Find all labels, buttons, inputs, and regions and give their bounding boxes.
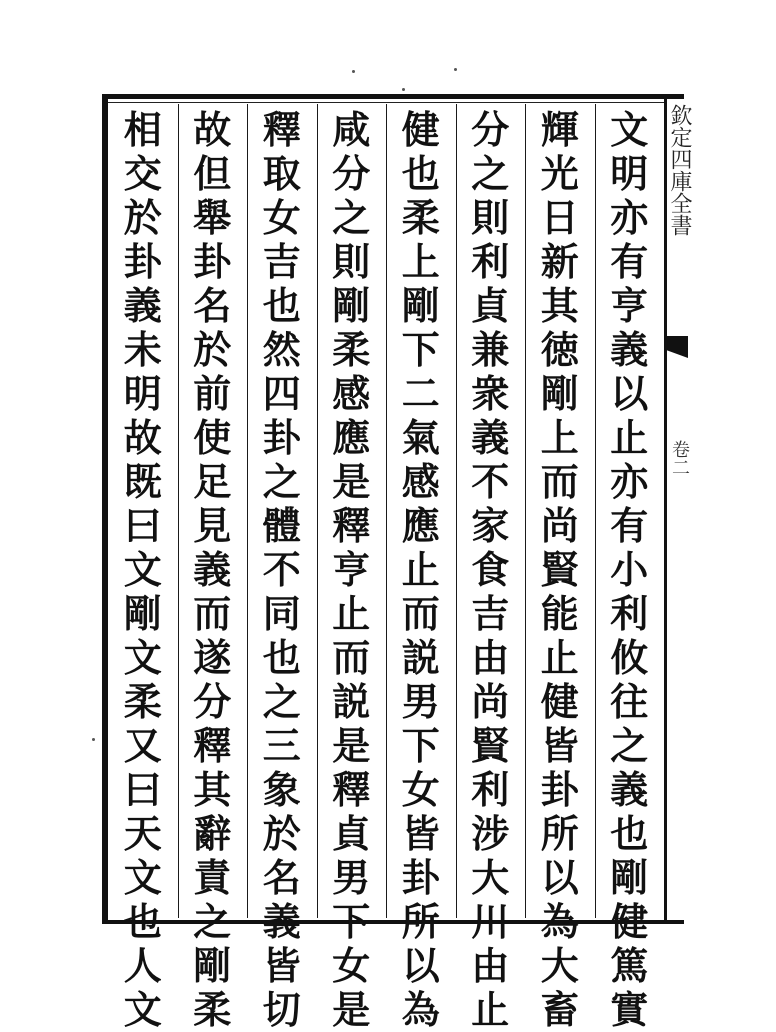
character: 之 (193, 899, 232, 944)
character: 上 (401, 239, 440, 284)
character: 交 (123, 151, 162, 196)
character: 是 (332, 987, 371, 1032)
character: 義 (123, 283, 162, 328)
paper-speck (454, 68, 457, 71)
character: 貞 (471, 283, 510, 328)
character: 遂 (193, 635, 232, 680)
character: 明 (123, 371, 162, 416)
text-column (255, 107, 309, 1032)
character: 文 (123, 987, 162, 1032)
character: 吉 (471, 591, 510, 636)
text-column (463, 107, 517, 1032)
character: 明 (610, 151, 649, 196)
character: 男 (332, 855, 371, 900)
character: 人 (123, 943, 162, 988)
character: 大 (471, 855, 510, 900)
character: 攸 (610, 635, 649, 680)
character: 相 (123, 107, 162, 152)
character: 柔 (401, 195, 440, 240)
character: 剛 (193, 943, 232, 988)
character: 柔 (193, 987, 232, 1032)
paper-speck (92, 738, 95, 741)
character: 日 (540, 195, 579, 240)
text-column (533, 107, 587, 1032)
character: 亨 (332, 547, 371, 592)
character: 而 (332, 635, 371, 680)
paper-speck (352, 70, 355, 73)
character: 小 (610, 547, 649, 592)
character: 皆 (401, 811, 440, 856)
character: 體 (262, 503, 301, 548)
character: 篤 (610, 943, 649, 988)
character: 義 (610, 767, 649, 812)
character: 未 (123, 327, 162, 372)
character: 氣 (401, 415, 440, 460)
character: 釋 (193, 723, 232, 768)
character: 足 (193, 459, 232, 504)
character: 四 (262, 371, 301, 416)
character: 之 (610, 723, 649, 768)
character: 食 (471, 547, 510, 592)
text-column (324, 107, 378, 1032)
character: 以 (540, 855, 579, 900)
character: 之 (262, 459, 301, 504)
character: 文 (610, 107, 649, 152)
character: 吉 (262, 239, 301, 284)
character: 由 (471, 943, 510, 988)
character: 其 (540, 283, 579, 328)
character: 有 (610, 503, 649, 548)
character: 説 (332, 679, 371, 724)
character: 止 (332, 591, 371, 636)
margin-book-title: 欽定四庫全書 (667, 104, 692, 236)
character: 也 (401, 151, 440, 196)
character: 既 (123, 459, 162, 504)
character: 光 (540, 151, 579, 196)
character: 之 (332, 195, 371, 240)
character: 也 (262, 283, 301, 328)
character: 剛 (332, 283, 371, 328)
character: 也 (262, 635, 301, 680)
character: 釋 (332, 503, 371, 548)
character: 故 (123, 415, 162, 460)
character: 義 (193, 547, 232, 592)
character: 衆 (471, 371, 510, 416)
character: 名 (262, 855, 301, 900)
character: 三 (262, 723, 301, 768)
character: 男 (401, 679, 440, 724)
character: 釋 (332, 767, 371, 812)
character: 咸 (332, 107, 371, 152)
character: 有 (610, 239, 649, 284)
character: 利 (610, 591, 649, 636)
character: 川 (471, 899, 510, 944)
text-column (394, 107, 448, 1032)
paper-speck (402, 88, 405, 91)
character: 天 (123, 811, 162, 856)
character: 應 (401, 503, 440, 548)
character: 不 (262, 547, 301, 592)
character: 説 (401, 635, 440, 680)
character: 女 (262, 195, 301, 240)
character: 舉 (193, 195, 232, 240)
character: 剛 (401, 283, 440, 328)
character: 又 (123, 723, 162, 768)
character: 也 (610, 811, 649, 856)
character: 止 (540, 635, 579, 680)
character: 見 (193, 503, 232, 548)
character: 往 (610, 679, 649, 724)
character: 女 (401, 767, 440, 812)
character: 釋 (262, 107, 301, 152)
character: 柔 (123, 679, 162, 724)
column-rule (386, 104, 387, 918)
character: 皆 (540, 723, 579, 768)
column-rule (178, 104, 179, 918)
character: 下 (332, 899, 371, 944)
character: 卦 (193, 239, 232, 284)
character: 故 (193, 107, 232, 152)
character: 切 (262, 987, 301, 1032)
column-rule (456, 104, 457, 918)
character: 義 (610, 327, 649, 372)
character: 貞 (332, 811, 371, 856)
character: 象 (262, 767, 301, 812)
character: 曰 (123, 767, 162, 812)
character: 為 (401, 987, 440, 1032)
character: 由 (471, 635, 510, 680)
character: 止 (401, 547, 440, 592)
column-rule (595, 104, 596, 918)
character: 尚 (471, 679, 510, 724)
character: 分 (193, 679, 232, 724)
character: 然 (262, 327, 301, 372)
character: 止 (610, 415, 649, 460)
character: 前 (193, 371, 232, 416)
character: 亦 (610, 459, 649, 504)
character: 輝 (540, 107, 579, 152)
character: 兼 (471, 327, 510, 372)
character: 而 (540, 459, 579, 504)
character: 上 (540, 415, 579, 460)
character: 感 (332, 371, 371, 416)
character: 家 (471, 503, 510, 548)
character: 分 (471, 107, 510, 152)
character: 而 (193, 591, 232, 636)
character: 辭 (193, 811, 232, 856)
character: 之 (262, 679, 301, 724)
character: 文 (123, 855, 162, 900)
character: 健 (540, 679, 579, 724)
character: 取 (262, 151, 301, 196)
character: 健 (401, 107, 440, 152)
character: 以 (401, 943, 440, 988)
character: 責 (193, 855, 232, 900)
character: 剛 (610, 855, 649, 900)
character: 二 (401, 371, 440, 416)
column-rule (317, 104, 318, 918)
character: 新 (540, 239, 579, 284)
character: 柔 (332, 327, 371, 372)
character: 剛 (540, 371, 579, 416)
character: 感 (401, 459, 440, 504)
character: 賢 (540, 547, 579, 592)
text-column (116, 107, 170, 1032)
character: 止 (471, 987, 510, 1032)
character: 則 (471, 195, 510, 240)
character: 同 (262, 591, 301, 636)
character: 為 (540, 899, 579, 944)
character: 於 (262, 811, 301, 856)
frame-border-top (104, 94, 684, 99)
fishtail-mark-icon (664, 336, 688, 358)
character: 利 (471, 239, 510, 284)
character: 下 (401, 327, 440, 372)
character: 是 (332, 459, 371, 504)
character: 卦 (123, 239, 162, 284)
character: 涉 (471, 811, 510, 856)
character: 卦 (262, 415, 301, 460)
character: 實 (610, 987, 649, 1032)
character: 卦 (540, 767, 579, 812)
frame-inner-rule-top (104, 102, 666, 103)
character: 女 (332, 943, 371, 988)
text-column (602, 107, 656, 1032)
character: 剛 (123, 591, 162, 636)
column-rule (525, 104, 526, 918)
character: 則 (332, 239, 371, 284)
character: 所 (401, 899, 440, 944)
character: 曰 (123, 503, 162, 548)
character: 使 (193, 415, 232, 460)
column-rule (247, 104, 248, 918)
character: 名 (193, 283, 232, 328)
character: 以 (610, 371, 649, 416)
character: 其 (193, 767, 232, 812)
character: 徳 (540, 327, 579, 372)
text-column (185, 107, 239, 1032)
character: 不 (471, 459, 510, 504)
character: 皆 (262, 943, 301, 988)
character: 分 (332, 151, 371, 196)
character: 義 (471, 415, 510, 460)
character: 於 (123, 195, 162, 240)
character: 畜 (540, 987, 579, 1032)
character: 也 (123, 899, 162, 944)
character: 尚 (540, 503, 579, 548)
character: 亨 (610, 283, 649, 328)
character: 但 (193, 151, 232, 196)
character: 是 (332, 723, 371, 768)
character: 應 (332, 415, 371, 460)
character: 大 (540, 943, 579, 988)
character: 能 (540, 591, 579, 636)
character: 亦 (610, 195, 649, 240)
character: 下 (401, 723, 440, 768)
character: 文 (123, 547, 162, 592)
character: 於 (193, 327, 232, 372)
character: 卦 (401, 855, 440, 900)
character: 利 (471, 767, 510, 812)
character: 所 (540, 811, 579, 856)
character: 之 (471, 151, 510, 196)
character: 賢 (471, 723, 510, 768)
frame-border-left (102, 94, 108, 924)
character: 義 (262, 899, 301, 944)
character: 健 (610, 899, 649, 944)
character: 而 (401, 591, 440, 636)
margin-volume-number: 卷二 (669, 440, 690, 476)
character: 文 (123, 635, 162, 680)
